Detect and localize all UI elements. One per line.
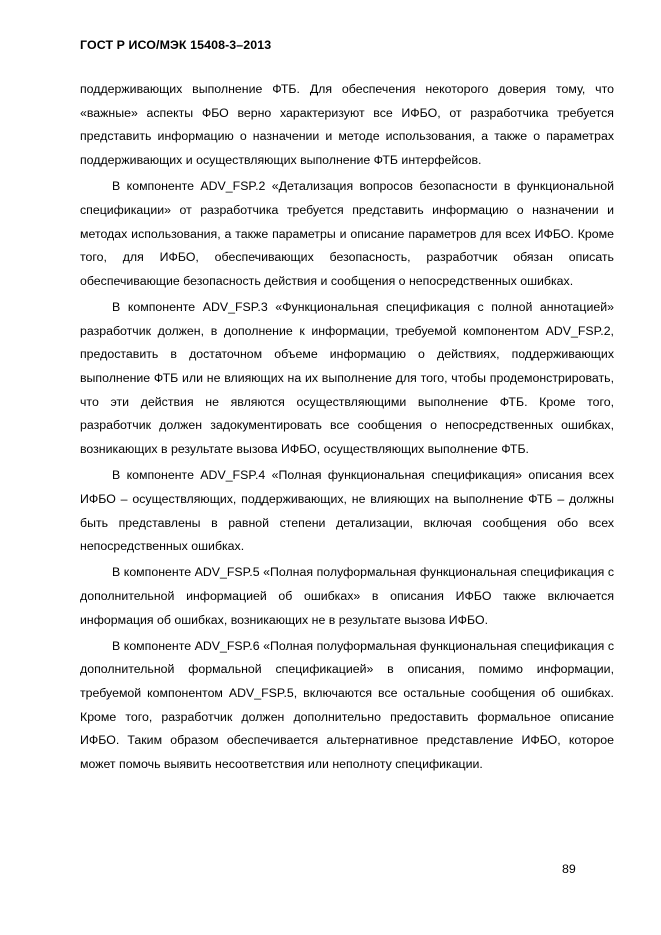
document-header: ГОСТ Р ИСО/МЭК 15408-3–2013	[80, 38, 272, 52]
paragraph-adv-fsp-5: В компоненте ADV_FSP.5 «Полная полуформальная функциональная спецификация с дополнительной информацией об ошибках» в описания ИФБО также включается информация об ошибках, возникающих не в результате вызова ИФБО.	[80, 565, 614, 627]
paragraph-adv-fsp-2: В компоненте ADV_FSP.2 «Детализация вопросов безопасности в функциональной спецификации» от разработчика требуется представить информацию о назначении и методах использования, а также параметры и описание параметров для всех ИФБО. Кроме того, для ИФБО, обеспечивающих безопасность, разработчик обязан описать обеспечивающие безопасность действия и сообщения о непосредственных ошибках.	[80, 179, 614, 288]
paragraph-continuation: поддерживающих выполнение ФТБ. Для обеспечения некоторого доверия тому, что «важные» аспекты ФБО верно характеризуют все ИФБО, от разработчика требуется представить информацию о назначении и методе использования, а также о параметрах поддерживающих и осуществляющих выполнение ФТБ интерфейсов.	[80, 82, 614, 168]
document-body	[80, 78, 614, 777]
page-number: 89	[562, 862, 576, 876]
paragraph-adv-fsp-4: В компоненте ADV_FSP.4 «Полная функциональная спецификация» описания всех ИФБО – осуществляющих, поддерживающих, не влияющих на выполнение ФТБ – должны быть представлены в равной степени детализации, включая сообщения обо всех непосредственных ошибках.	[80, 468, 614, 554]
paragraph-adv-fsp-6: В компоненте ADV_FSP.6 «Полная полуформальная функциональная спецификация с дополнительной формальной спецификацией» в описания, помимо информации, требуемой компонентом ADV_FSP.5, включаются все остальные сообщения об ошибках. Кроме того, разработчик должен дополнительно предоставить формальное описание ИФБО. Таким образом обеспечивается альтернативное представление ИФБО, которое может помочь выявить несоответствия или неполноту спецификации.	[80, 638, 614, 772]
paragraph-adv-fsp-3: В компоненте ADV_FSP.3 «Функциональная спецификация с полной аннотацией» разработчик должен, в дополнение к информации, требуемой компонентом ADV_FSP.2, предоставить в достаточном объеме информацию о действиях, поддерживающих выполнение ФТБ или не влияющих на их выполнение для того, чтобы продемонстрировать, что эти действия не являются осуществляющими выполнение ФТБ. Кроме того, разработчик должен задокументировать все сообщения о непосредственных ошибках, возникающих в результате вызова ИФБО, осуществляющих выполнение ФТБ.	[80, 299, 614, 457]
